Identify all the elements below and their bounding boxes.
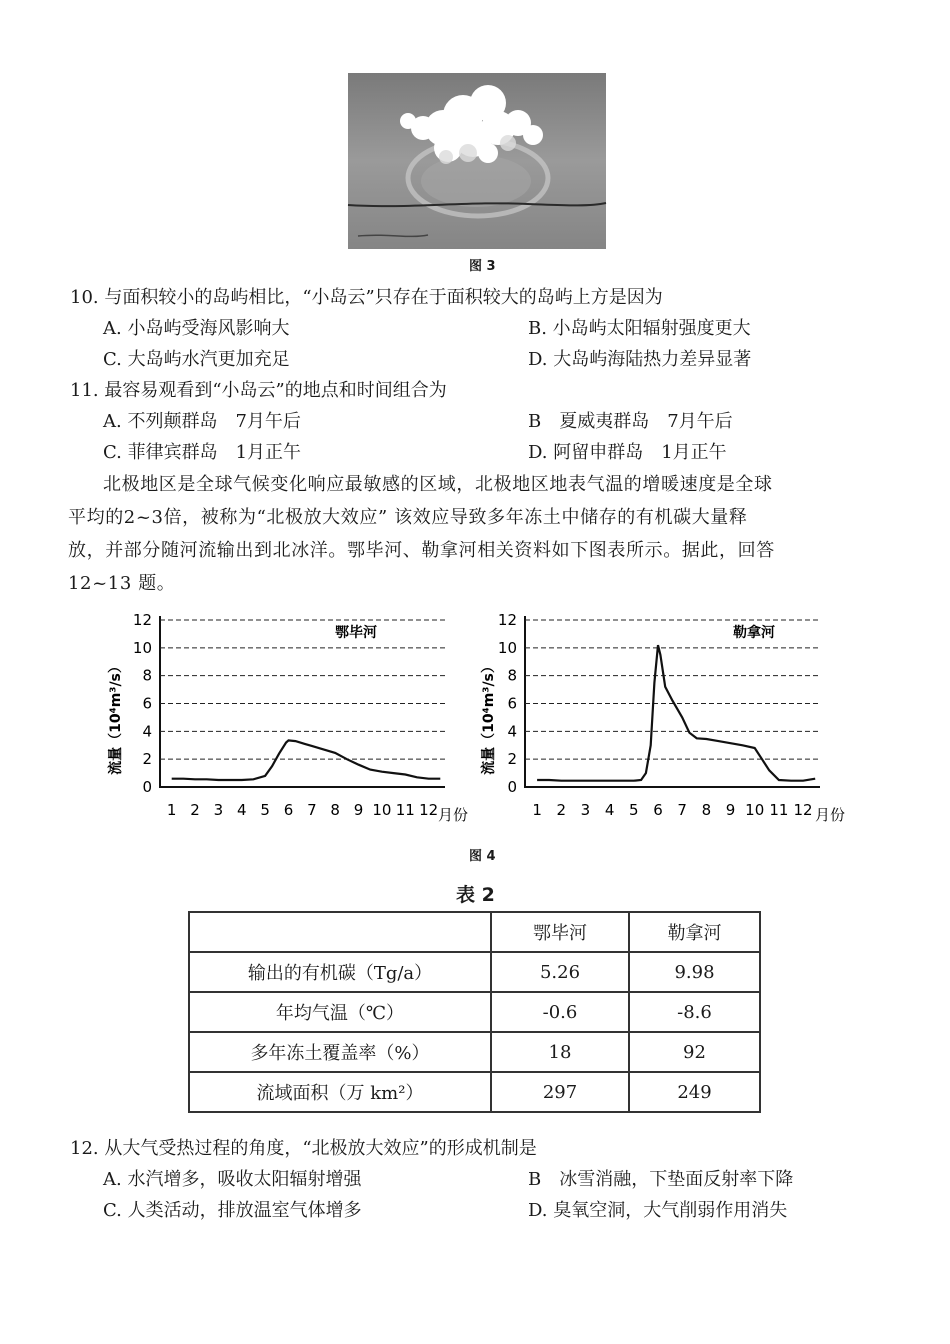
table-header-row — [189, 912, 760, 952]
x-tick-label: 11 — [769, 801, 789, 819]
q11-option-b: B 夏威夷群岛 7月午后 — [528, 411, 733, 432]
q10-option-a: A. 小岛屿受海风影响大 — [103, 318, 290, 339]
x-tick-label: 4 — [236, 801, 247, 819]
q12-option-b: B 冰雪消融，下垫面反射率下降 — [528, 1169, 794, 1190]
table-row — [189, 992, 760, 1032]
chart-title-ob-river: 鄂毕河 — [335, 625, 377, 641]
chart-axes — [160, 616, 445, 787]
table-header-cell: 勒拿河 — [629, 912, 760, 952]
x-tick-label: 5 — [260, 801, 270, 819]
table-cell: 18 — [491, 1032, 629, 1072]
y-tick-label: 2 — [142, 750, 152, 769]
q11-option-d: D. 阿留申群岛 1月正午 — [528, 442, 727, 463]
x-tick-label: 11 — [395, 801, 415, 819]
passage-line-1: 北极地区是全球气候变化响应最敏感的区域，北极地区地表气温的增暖速度是全球 — [103, 474, 773, 495]
figure4-caption: 图 4 — [469, 849, 496, 864]
table-cell: 多年冻土覆盖率（%） — [189, 1032, 491, 1072]
x-tick-label: 1 — [166, 801, 177, 819]
y-tick-label: 6 — [507, 694, 517, 713]
x-axis-label-ob-river: 月份 — [438, 806, 469, 824]
table-cell: 年均气温（℃） — [189, 992, 491, 1032]
x-tick-label: 10 — [372, 801, 392, 819]
table-cell: -8.6 — [629, 992, 760, 1032]
series-line-ob-river — [172, 740, 441, 780]
x-tick-label: 6 — [653, 801, 663, 819]
q11-stem: 11. 最容易观看到“小岛云”的地点和时间组合为 — [70, 380, 447, 401]
table-row — [189, 1032, 760, 1072]
q11-option-c: C. 菲律宾群岛 1月正午 — [103, 442, 302, 463]
q11-option-a: A. 不列颠群岛 7月午后 — [103, 411, 301, 432]
q10-stem: 10. 与面积较小的岛屿相比，“小岛云”只存在于面积较大的岛屿上方是因为 — [70, 287, 663, 308]
passage-line-2: 平均的2~3倍，被称为“北极放大效应” 该效应导致多年冻土中储存的有机碳大量释 — [68, 507, 748, 528]
y-tick-label: 10 — [497, 638, 517, 657]
island-cloud-photo — [348, 73, 606, 249]
table-cell: 92 — [629, 1032, 760, 1072]
x-tick-label: 5 — [629, 801, 639, 819]
x-tick-label: 7 — [307, 801, 317, 819]
x-tick-label: 8 — [701, 801, 712, 819]
y-tick-label: 8 — [142, 666, 152, 685]
y-axis-label-ob-river: 流量（10⁴m³/s） — [108, 659, 124, 775]
q12-option-c: C. 人类活动，排放温室气体增多 — [103, 1200, 362, 1221]
table-cell: -0.6 — [491, 992, 629, 1032]
x-tick-label: 3 — [213, 801, 224, 819]
x-tick-label: 10 — [745, 801, 765, 819]
y-tick-label: 4 — [507, 722, 517, 741]
x-tick-label: 12 — [793, 801, 813, 819]
q10-option-c: C. 大岛屿水汽更加充足 — [103, 349, 290, 370]
x-tick-label: 9 — [725, 801, 736, 819]
x-tick-label: 6 — [283, 801, 294, 819]
table2-caption: 表 2 — [456, 884, 495, 906]
x-tick-label: 2 — [556, 801, 567, 819]
y-tick-label: 12 — [497, 611, 517, 629]
y-tick-label: 2 — [507, 750, 517, 769]
x-tick-label: 9 — [353, 801, 364, 819]
table-cell: 流域面积（万 km²） — [189, 1072, 491, 1112]
table-cell: 9.98 — [629, 952, 760, 992]
table-cell: 输出的有机碳（Tg/a） — [189, 952, 491, 992]
x-tick-label: 1 — [532, 801, 542, 819]
q10-option-b: B. 小岛屿太阳辐射强度更大 — [528, 318, 751, 339]
y-tick-label: 6 — [142, 694, 152, 713]
table-header-cell — [189, 912, 491, 952]
table-row — [189, 1072, 760, 1112]
y-tick-label: 10 — [132, 638, 152, 657]
table-cell: 249 — [629, 1072, 760, 1112]
y-tick-label: 0 — [507, 778, 517, 796]
q10-option-d: D. 大岛屿海陆热力差异显著 — [528, 349, 752, 370]
table-cell: 297 — [491, 1072, 629, 1112]
chart-title-lena-river: 勒拿河 — [733, 625, 775, 641]
q12-option-d: D. 臭氧空洞，大气削弱作用消失 — [528, 1200, 788, 1221]
table-header-cell: 鄂毕河 — [491, 912, 629, 952]
x-tick-label: 2 — [190, 801, 200, 819]
series-line-lena-river — [537, 645, 815, 781]
table-row — [189, 952, 760, 992]
figure3-caption: 图 3 — [469, 259, 496, 274]
x-axis-label-lena-river: 月份 — [815, 806, 846, 824]
chart-lena-river — [475, 605, 855, 830]
q12-option-a: A. 水汽增多，吸收太阳辐射增强 — [103, 1169, 362, 1190]
x-tick-label: 3 — [580, 801, 591, 819]
y-tick-label: 4 — [142, 722, 152, 741]
chart-ob-river — [100, 605, 469, 830]
passage-line-3: 放，并部分随河流输出到北冰洋。鄂毕河、勒拿河相关资料如下图表所示。据此，回答 — [68, 540, 775, 561]
table2 — [188, 911, 761, 1113]
x-tick-label: 12 — [419, 801, 439, 819]
x-tick-label: 4 — [604, 801, 615, 819]
table-cell: 5.26 — [491, 952, 629, 992]
island-cloud-photo-graphic — [348, 73, 606, 249]
passage-line-4: 12~13 题。 — [68, 573, 176, 594]
y-tick-label: 12 — [132, 611, 152, 629]
y-axis-label-lena-river: 流量（10⁴m³/s） — [481, 659, 497, 775]
y-tick-label: 0 — [142, 778, 152, 796]
x-tick-label: 7 — [677, 801, 687, 819]
y-tick-label: 8 — [507, 666, 517, 685]
q12-stem: 12. 从大气受热过程的角度，“北极放大效应”的形成机制是 — [70, 1138, 537, 1159]
x-tick-label: 8 — [330, 801, 340, 819]
